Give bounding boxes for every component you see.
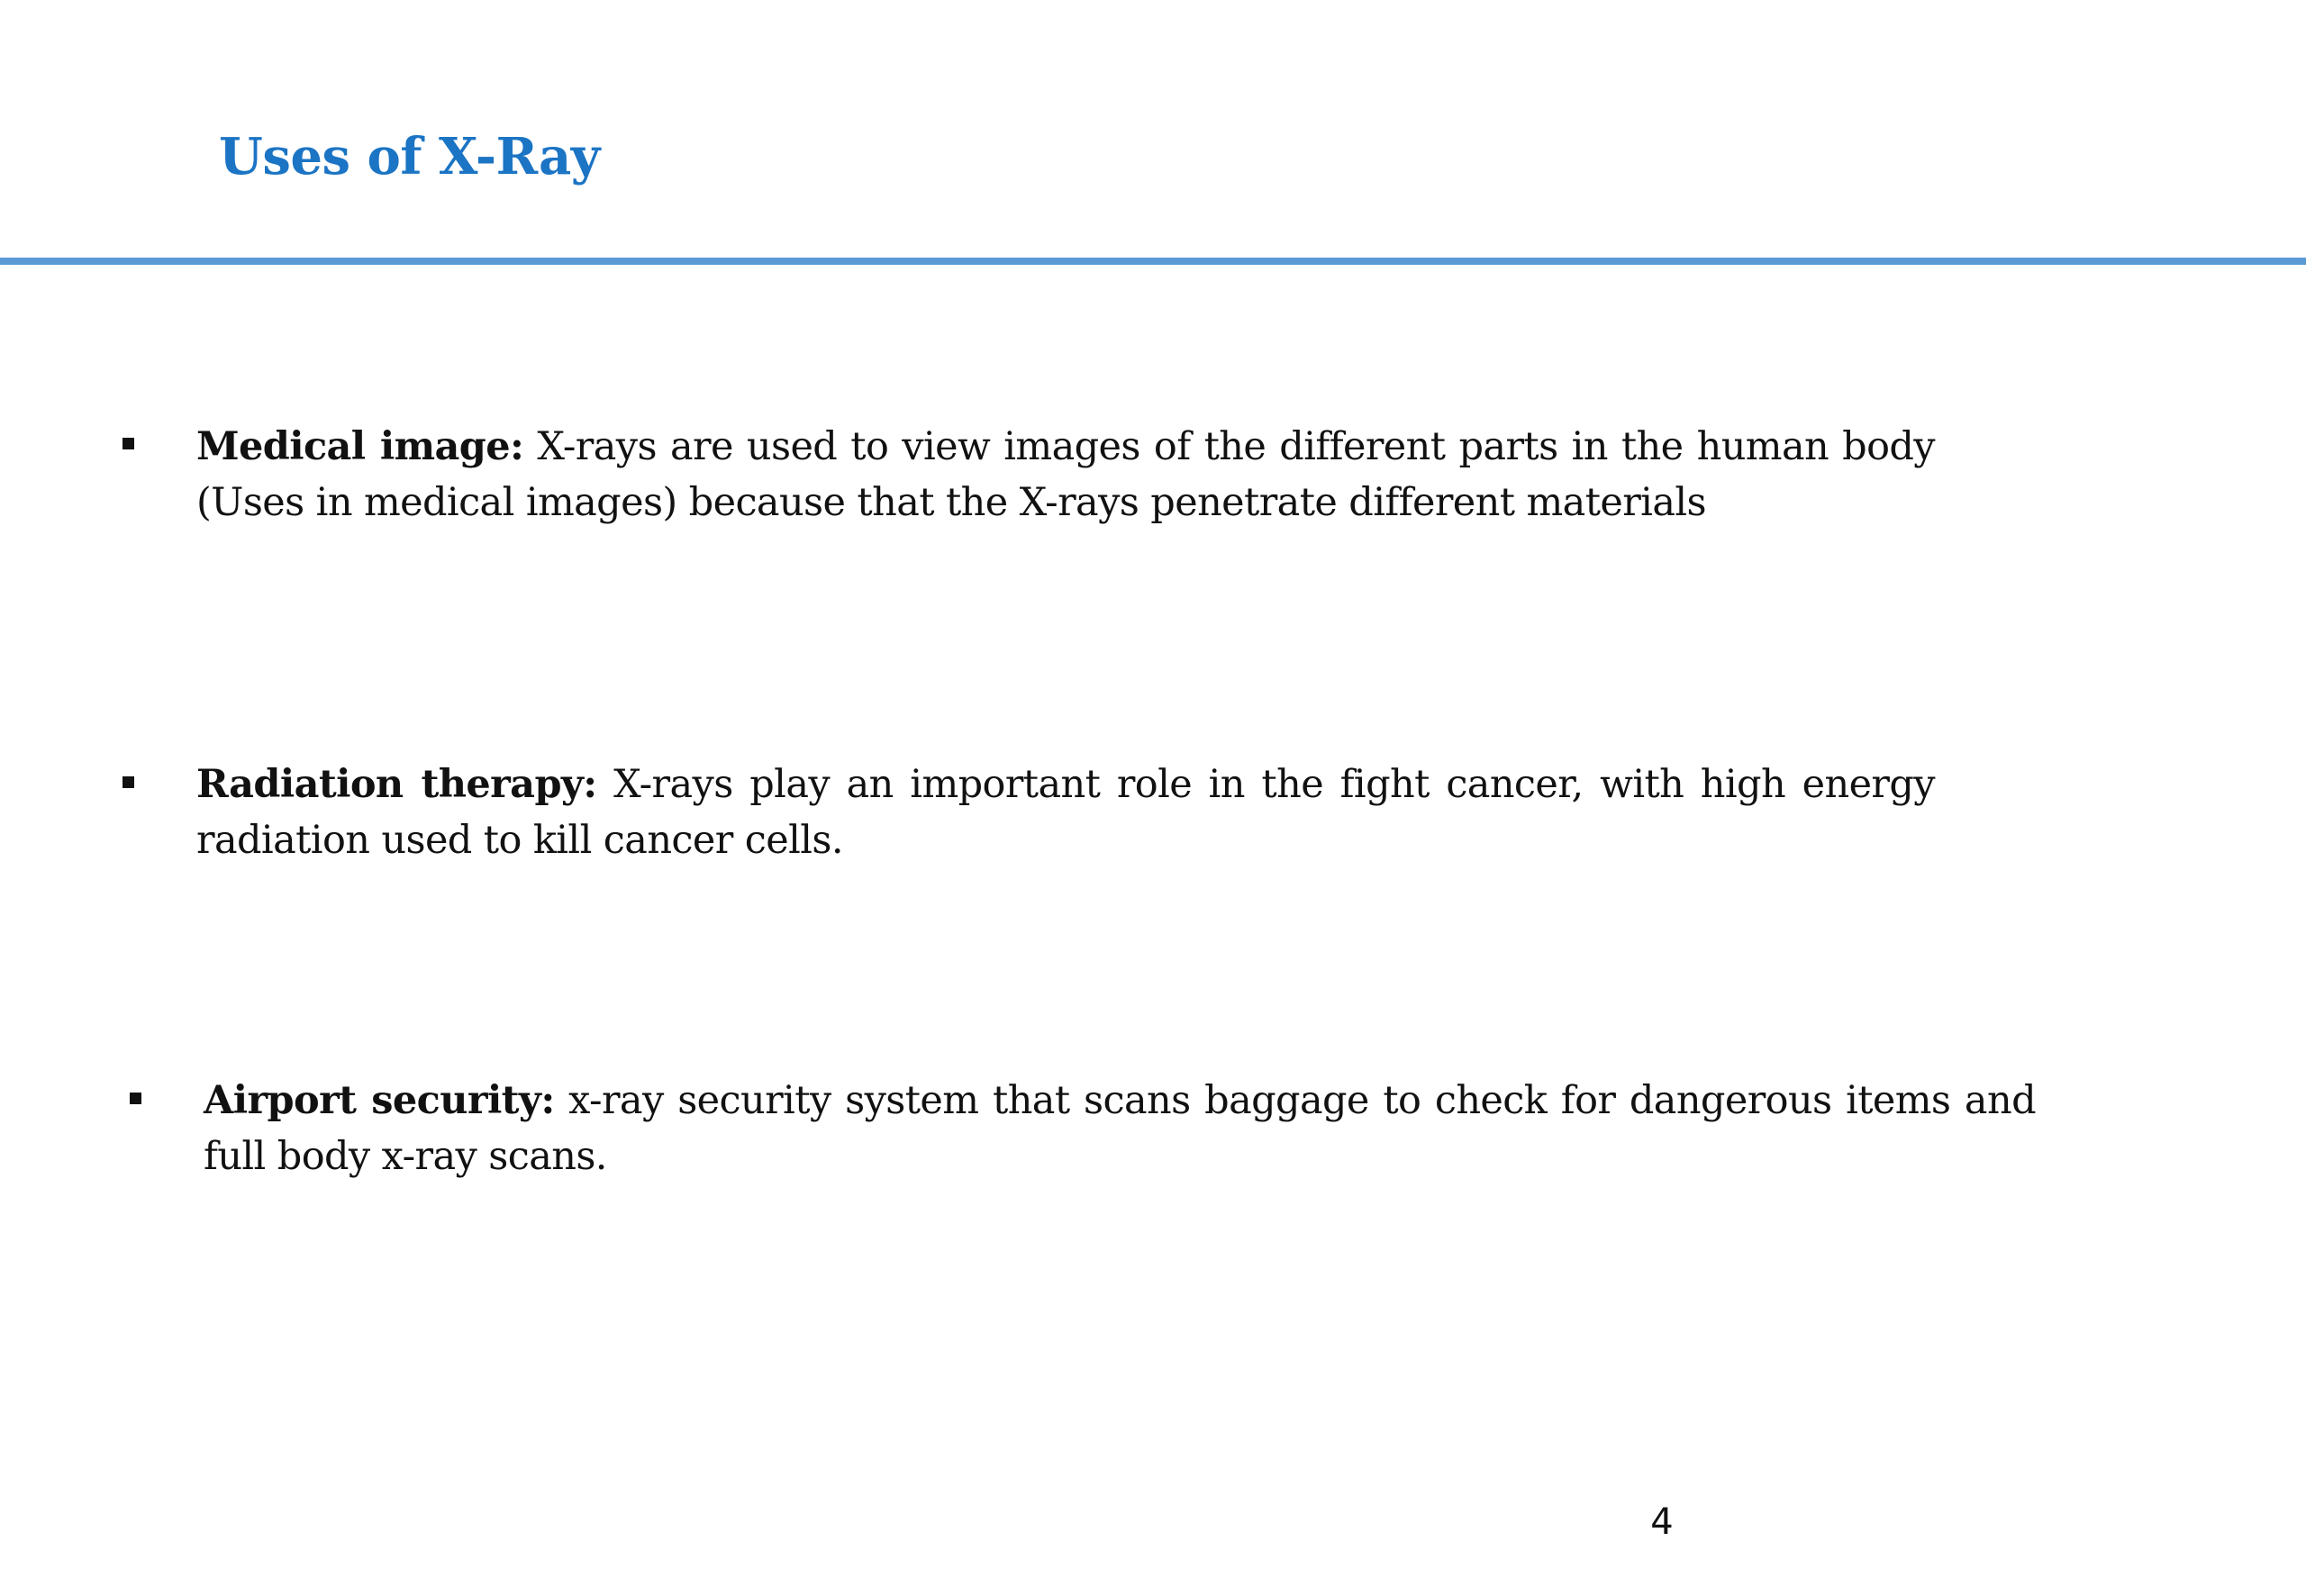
bullet-text [196, 757, 1935, 868]
bullet-description: x-ray security system that scans baggage to check for dangerous items and full body x-ray scans. [204, 1078, 2036, 1179]
title-divider [0, 258, 2306, 265]
bullet-term: Medical image: [196, 424, 524, 469]
page-number: 4 [1650, 1501, 1674, 1543]
square-bullet-icon [130, 1093, 141, 1104]
slide-title: Uses of X-Ray [219, 127, 600, 186]
bullet-term: Radiation therapy: [196, 762, 597, 807]
square-bullet-icon [123, 438, 134, 449]
bullet-description: X-rays play an important role in the fight cancer, with high energy radiation used to kill cancer cells. [196, 762, 1935, 863]
bullet-text [196, 419, 1935, 530]
bullet-term: Airport security: [204, 1078, 555, 1123]
bullet-description: X-rays are used to view images of the different parts in the human body (Uses in medical images) because that the X-rays penetrate different materials [196, 424, 1935, 525]
bullet-text [204, 1073, 2036, 1184]
square-bullet-icon [123, 776, 134, 788]
